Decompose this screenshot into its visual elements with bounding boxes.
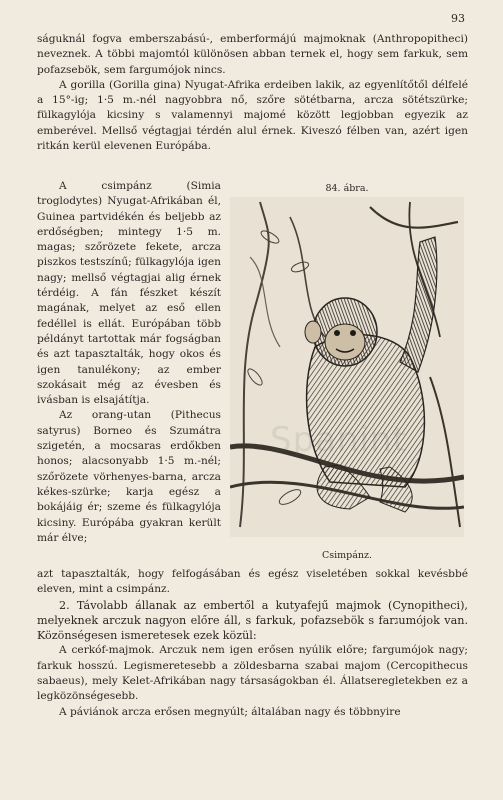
paragraph-chimpanzee: A csimpánz (Simia troglodytes) Nyugat-Afrikában él, Guinea partvidékén és beljebb az erdőségben; mintegy 1·5 m. magas; szőrözete fekete, arcza piszkos testszínű; fülkagylója igen nagy; mellső végtagjai alig érnek térdéig. A fán fészket készít magának, melyet az eső ellen fedéllel is ellát. Európában több példányt tartottak már fogságban és azt tapasztalták, hogy okos és igen tanulékony; az ember szokásait még az évesben és ivásban is elsajátítja.	[37, 180, 221, 407]
left-column-text	[37, 179, 221, 546]
paragraph-cerkof: A cerkóf-majmok. Arczuk nem igen erősen nyúlik előre; fargumójok nagy; farkuk hosszú. Legismeretesebb a zöldesbarna szabai majom (Cercopithecus sabaeus), mely Kelet-Afrikában nagy társaságokban él. Állatseregletekben ez a legközönségesebb.	[37, 644, 468, 703]
figure-caption: Csimpánz.	[321, 550, 373, 561]
paragraph-pavian: A páviánok arcza erősen megnyúlt; általában nagy és többnyire	[59, 705, 401, 718]
page-number: 93	[451, 12, 465, 25]
bottom-text	[37, 567, 468, 720]
chimpanzee-illustration	[230, 197, 464, 537]
paragraph-orangutan: Az orang-utan (Pithecus satyrus) Borneo és Szumátra szigetén, a mocsaras erdőkben honos; alacsonyabb 1·5 m.-nél; szőrözete vörhenyes-barna, arcza kékes-szürke; karja egész a bokájáig ér; szeme és fülkagylója kicsiny. Európába gyakran került már élve;	[37, 409, 221, 544]
top-text	[37, 32, 468, 154]
paragraph-anthropopitheci: ságuknál fogva emberszabású-, emberformájú majmoknak (Anthropopitheci) neveznek. A többi majomtól különösen abban ternek el, hogy sem farkuk, sem pofazsebök, sem fargumójok nincs.	[37, 33, 468, 76]
figure-84	[226, 183, 468, 561]
paragraph-gorilla: A gorilla (Gorilla gina) Nyugat-Afrika erdeiben lakik, az egyenlítőtől délfelé a 15°-ig; 1·5 m.-nél nagyobbra nő, szőre sötétbarna, arcza sötétszürke; fülkagylója kicsiny s valamennyi majomé között legjobban egyezik az emberével. Mellső végtagjai térdén alul érnek. Kiveszó félben van, azért igen ritkán kerül elevenen Európába.	[37, 78, 468, 153]
section-2-heading: 2. Távolabb állanak az embertől a kutyafejű majmok (Cynopitheci), melyeknek arczuk nagyon előre áll, s farkuk, pofazsebök s farגumójok van. Közönségesen ismeretesek ezek közül:	[37, 598, 468, 643]
figure-label: 84. ábra.	[325, 183, 369, 194]
watermark: Spanint	[270, 420, 407, 460]
paragraph-orangutan-continued: azt tapasztalták, hogy felfogásában és egész viseletében sokkal kevésbbé eleven, mint a csimpánz.	[37, 568, 468, 596]
